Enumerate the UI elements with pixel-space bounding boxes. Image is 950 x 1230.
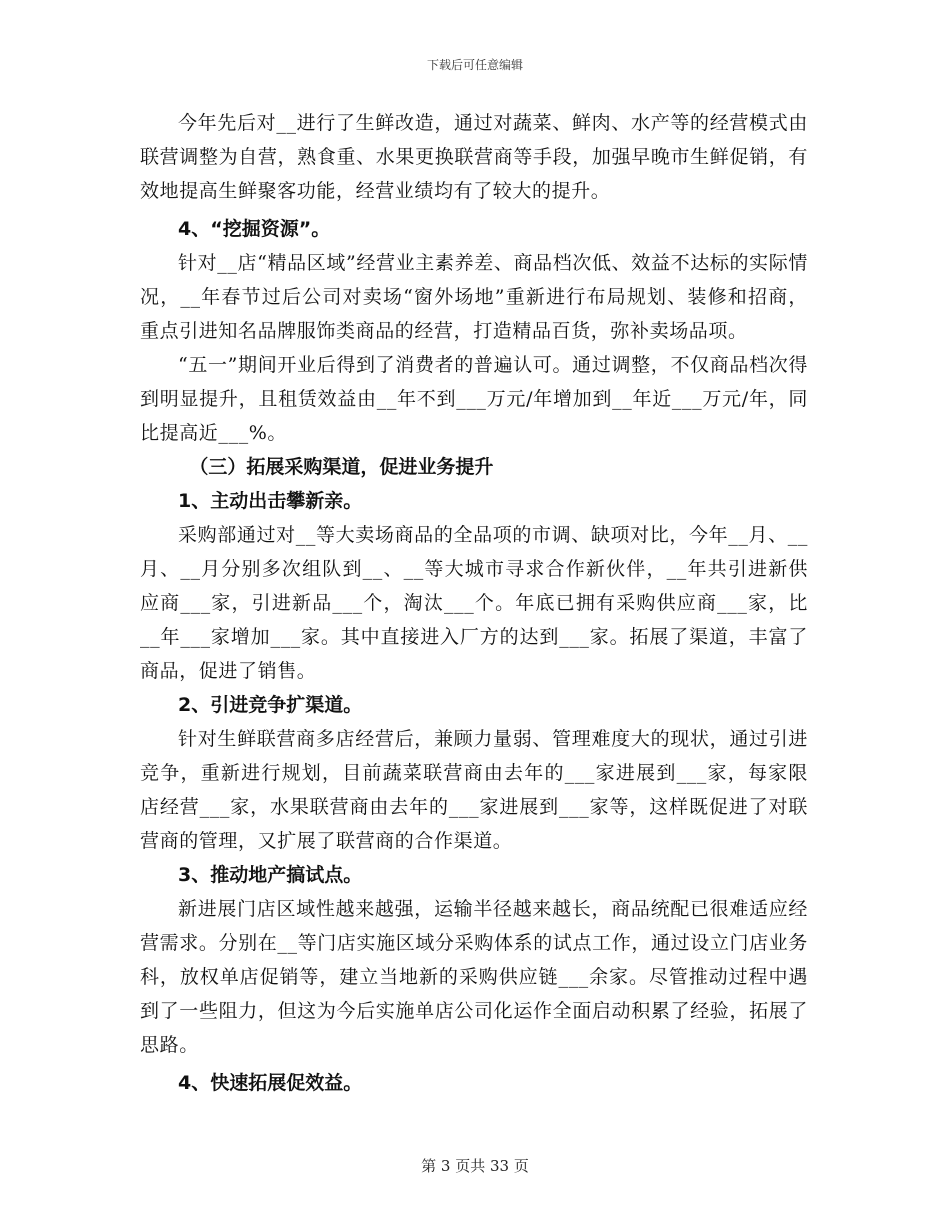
heading-local-pilot: 3、推动地产搞试点。 xyxy=(178,864,363,886)
paragraph-may-day-opening: “五一”期间开业后得到了消费者的普遍认可。通过调整，不仅商品档次得到明显提升，且租赁效益由__年不到___万元/年增加到__年近___万元/年，同比提高近___%。 xyxy=(140,354,808,444)
paragraph-fresh-food-reform: 今年先后对__进行了生鲜改造，通过对蔬菜、鲜肉、水产等的经营模式由联营调整为自营，熟食重、水果更换联营商等手段，加强早晚市生鲜促销，有效地提高生鲜聚客功能，经营业绩均有了较大的提升。 xyxy=(140,112,808,202)
heading-new-suppliers: 1、主动出击攀新亲。 xyxy=(178,490,363,512)
heading-dig-resources: 4、“挖掘资源”。 xyxy=(178,218,331,240)
paragraph-procurement: 采购部通过对__等大卖场商品的全品项的市调、缺项对比，今年__月、__月、__月分别多次组队到__、__等大城市寻求合作新伙伴，__年共引进新供应商___家，引进新品___个，淘汰___个。年底已拥有采购供应商___家，比__年___家增加___家。其中直接进入厂方的达到___家。拓展了渠道，丰富了商品，促进了销售。 xyxy=(140,524,808,682)
paragraph-premium-area: 针对__店“精品区域”经营业主素养差、商品档次低、效益不达标的实际情况，__年春节过后公司对卖场“窗外场地”重新进行布局规划、装修和招商，重点引进知名品牌服饰类商品的经营，打造精品百货，弥补卖场品项。 xyxy=(140,252,808,342)
document-body xyxy=(140,106,808,1100)
heading-rapid-expansion: 4、快速拓展促效益。 xyxy=(178,1072,363,1094)
page-header: 下载后可任意编辑 xyxy=(426,58,523,72)
paragraph-local-pilot: 新进展门店区域性越来越强，运输半径越来越长，商品统配已很难适应经营需求。分别在__等门店实施区域分采购体系的试点工作，通过设立门店业务科，放权单店促销等，建立当地新的采购供应链___余家。尽管推动过程中遇到了一些阻力，但这为今后实施单店公司化运作全面启动积累了经验，拓展了思路。 xyxy=(140,898,808,1056)
heading-section-three: （三）拓展采购渠道，促进业务提升 xyxy=(189,456,494,478)
heading-competition: 2、引进竞争扩渠道。 xyxy=(178,694,363,716)
page-footer: 第 3 页共 33 页 xyxy=(421,1157,529,1175)
paragraph-competition: 针对生鲜联营商多店经营后，兼顾力量弱、管理难度大的现状，通过引进竞争，重新进行规划，目前蔬菜联营商由去年的___家进展到___家，每家限店经营___家，水果联营商由去年的___家进展到___家等，这样既促进了对联营商的管理，又扩展了联营商的合作渠道。 xyxy=(140,728,808,852)
